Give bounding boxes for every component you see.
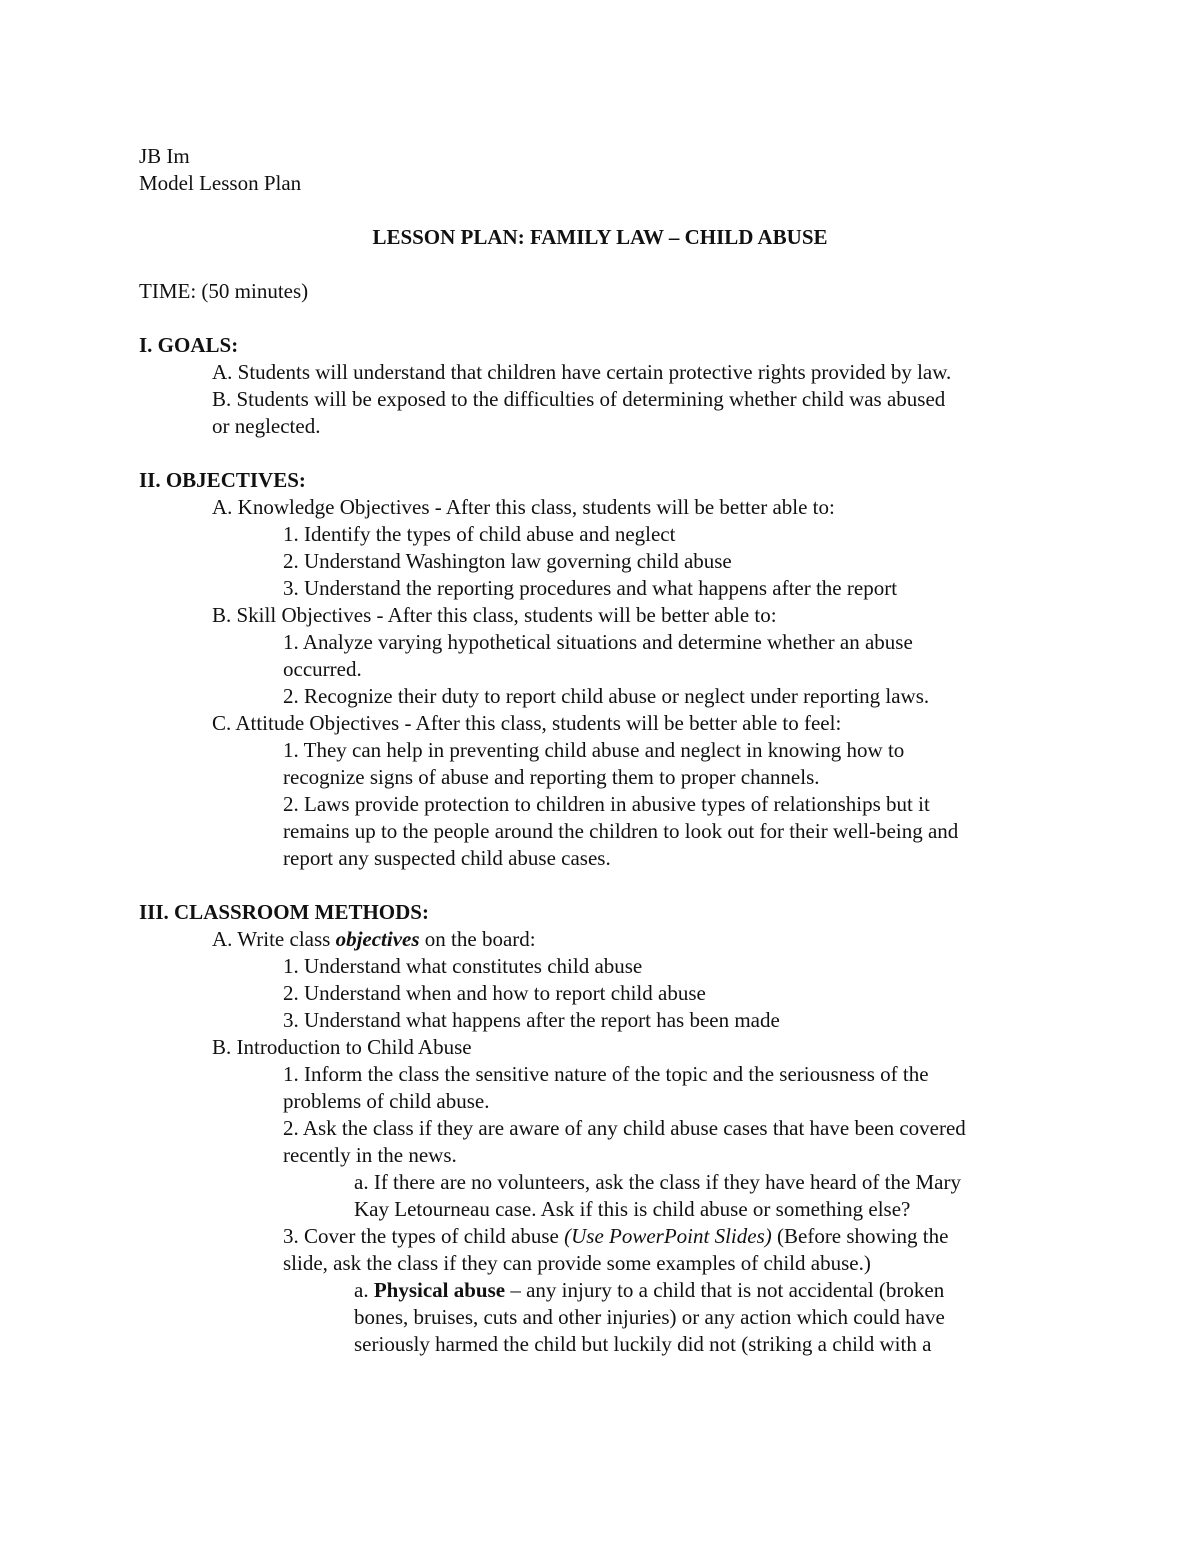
goal-b: B. Students will be exposed to the difficulties of determining whether child was abused: [212, 387, 946, 411]
method-a-emphasis: objectives: [335, 927, 420, 951]
method-b-3-a-term: Physical abuse: [373, 1278, 506, 1302]
knowledge-objective-1: 1. Identify the types of child abuse and neglect: [283, 522, 676, 546]
attitude-objective-2-continued: remains up to the people around the children to look out for their well-being and: [283, 819, 959, 843]
goal-b-continued: or neglected.: [212, 414, 321, 438]
method-a-3: 3. Understand what happens after the report has been made: [283, 1008, 780, 1032]
method-a-2: 2. Understand when and how to report child abuse: [283, 981, 706, 1005]
method-b-3-a-marker: a.: [354, 1278, 374, 1302]
method-b-3: [283, 1223, 948, 1250]
goals-heading: I. GOALS:: [139, 333, 239, 357]
method-b-3-text: 3. Cover the types of child abuse: [283, 1224, 565, 1248]
attitude-objective-2: 2. Laws provide protection to children in abusive types of relationships but it: [283, 792, 930, 816]
skill-objective-1: 1. Analyze varying hypothetical situations and determine whether an abuse: [283, 630, 913, 654]
method-b-3-a-end: seriously harmed the child but luckily did not (striking a child with a: [354, 1332, 932, 1356]
method-b-2-a-continued: Kay Letourneau case. Ask if this is child abuse or something else?: [354, 1197, 911, 1221]
knowledge-objectives: A. Knowledge Objectives - After this class, students will be better able to:: [212, 495, 835, 519]
skill-objectives: B. Skill Objectives - After this class, students will be better able to:: [212, 603, 777, 627]
attitude-objective-1-continued: recognize signs of abuse and reporting them to proper channels.: [283, 765, 820, 789]
method-b-3-continued: slide, ask the class if they can provide some examples of child abuse.): [283, 1251, 871, 1275]
skill-objective-2: 2. Recognize their duty to report child abuse or neglect under reporting laws.: [283, 684, 930, 708]
document-title: LESSON PLAN: FAMILY LAW – CHILD ABUSE: [372, 225, 828, 249]
method-b-3-a: [354, 1277, 944, 1304]
document-type: Model Lesson Plan: [139, 171, 302, 195]
author-name: JB Im: [139, 144, 190, 168]
attitude-objective-1: 1. They can help in preventing child abuse and neglect in knowing how to: [283, 738, 905, 762]
method-b: B. Introduction to Child Abuse: [212, 1035, 472, 1059]
method-b-3-a-text: – any injury to a child that is not accidental (broken: [505, 1278, 945, 1302]
method-b-3-emphasis: (Use PowerPoint Slides): [564, 1224, 772, 1248]
method-b-2: 2. Ask the class if they are aware of any child abuse cases that have been covered: [283, 1116, 966, 1140]
method-b-2-continued: recently in the news.: [283, 1143, 457, 1167]
objectives-heading: II. OBJECTIVES:: [139, 468, 306, 492]
attitude-objectives: C. Attitude Objectives - After this class, students will be better able to feel:: [212, 711, 842, 735]
methods-heading: III. CLASSROOM METHODS:: [139, 900, 429, 924]
method-a: [212, 926, 536, 953]
method-b-3-text-end: (Before showing the: [771, 1224, 949, 1248]
knowledge-objective-3: 3. Understand the reporting procedures and what happens after the report: [283, 576, 898, 600]
method-b-3-a-continued: bones, bruises, cuts and other injuries) or any action which could have: [354, 1305, 945, 1329]
method-a-text: A. Write class: [212, 927, 336, 951]
goal-a: A. Students will understand that children have certain protective rights provided by law.: [212, 360, 952, 384]
method-b-1: 1. Inform the class the sensitive nature of the topic and the seriousness of the: [283, 1062, 929, 1086]
attitude-objective-2-end: report any suspected child abuse cases.: [283, 846, 611, 870]
method-b-1-continued: problems of child abuse.: [283, 1089, 490, 1113]
method-b-2-a: a. If there are no volunteers, ask the class if they have heard of the Mary: [354, 1170, 962, 1194]
time-allotment: TIME: (50 minutes): [139, 279, 309, 303]
method-a-text-end: on the board:: [419, 927, 536, 951]
knowledge-objective-2: 2. Understand Washington law governing child abuse: [283, 549, 732, 573]
skill-objective-1-continued: occurred.: [283, 657, 362, 681]
method-a-1: 1. Understand what constitutes child abuse: [283, 954, 643, 978]
